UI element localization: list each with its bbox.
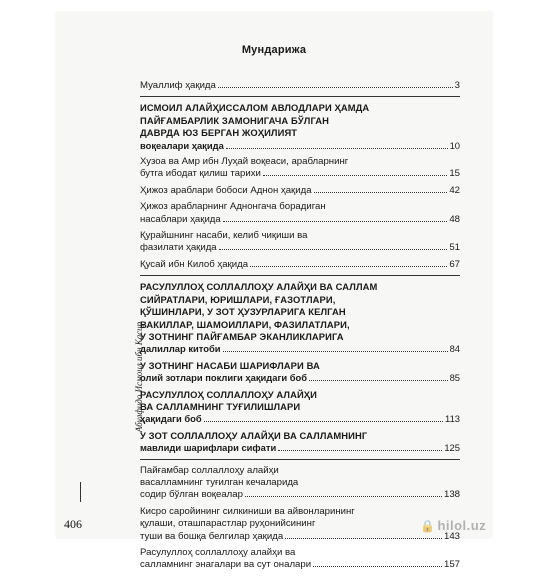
leader-dots bbox=[263, 175, 447, 176]
leader-dots bbox=[278, 450, 442, 451]
toc-entry-text: бутга ибодат қилиш тарихи bbox=[140, 168, 261, 180]
toc-entry-text: Ҳижоз араблари бобоси Аднон ҳақида bbox=[140, 184, 312, 196]
toc-entry-line: Хузоа ва Амр ибн Луҳай воқеаси, арабларнинг bbox=[140, 156, 349, 168]
toc-entry-last-row bbox=[140, 372, 460, 384]
toc-entry-last-row bbox=[140, 442, 460, 454]
toc-entry-text: мавлиди шарифлари сифати bbox=[140, 442, 277, 454]
toc-entry[interactable] bbox=[140, 230, 460, 255]
toc-page-number: 138 bbox=[443, 489, 460, 501]
toc-entry-text: насаблари ҳақида bbox=[140, 213, 221, 225]
side-running-header bbox=[132, 262, 146, 492]
leader-dots bbox=[314, 192, 448, 193]
toc-entry-line: СИЙРАТЛАРИ, ЮРИШЛАРИ, ҒАЗОТЛАРИ, bbox=[140, 293, 336, 305]
toc-page-number: 113 bbox=[445, 413, 460, 425]
toc-entry-line: ВА САЛЛАМНИНГ ТУҒИЛИШЛАРИ bbox=[140, 400, 301, 412]
watermark bbox=[420, 518, 486, 533]
toc-entry[interactable] bbox=[140, 259, 460, 271]
toc-entry-line: Кисро саройининг силкиниши ва айвонларининг bbox=[140, 505, 355, 517]
toc-entry-last-row bbox=[140, 413, 460, 425]
toc-entry-line: Пайғамбар соллаллоҳу алайҳи bbox=[140, 464, 279, 476]
leader-dots bbox=[250, 266, 447, 267]
toc-entry-text: фазилати ҳақида bbox=[140, 242, 217, 254]
lock-icon: 🔒 bbox=[420, 519, 436, 533]
book-page bbox=[56, 12, 492, 571]
toc-entry-last-row bbox=[140, 531, 460, 543]
section-divider bbox=[140, 96, 460, 97]
toc-entry-last-row bbox=[140, 140, 460, 152]
section-divider bbox=[140, 275, 460, 276]
toc-entry-line: РАСУЛУЛЛОҲ СОЛЛАЛЛОҲУ АЛАЙҲИ bbox=[140, 388, 317, 400]
page-number: 406 bbox=[64, 517, 82, 531]
toc-entry[interactable] bbox=[140, 360, 460, 385]
toc-entry-last-row bbox=[140, 489, 460, 501]
toc-page-number: 51 bbox=[449, 242, 460, 254]
toc-entry-text: Муаллиф ҳақида bbox=[140, 80, 216, 91]
toc-entry[interactable] bbox=[140, 185, 460, 197]
leader-dots bbox=[219, 249, 448, 250]
leader-dots bbox=[218, 87, 453, 88]
toc-entry-line: Қурайшнинг насаби, келиб чиқиши ва bbox=[140, 230, 308, 242]
toc-page-number: 3 bbox=[454, 80, 460, 91]
leader-dots bbox=[223, 221, 448, 222]
toc-page-number: 125 bbox=[444, 442, 460, 454]
section-divider bbox=[140, 459, 460, 460]
toc-entry[interactable] bbox=[140, 465, 460, 502]
toc-entry-text: далиллар китоби bbox=[140, 343, 221, 355]
toc-entry-last-row bbox=[140, 343, 460, 355]
toc-entry-text: туши ва бошқа белгилар ҳақида bbox=[140, 530, 284, 542]
toc-entry-line: қулаши, оташпарастлар руҳонийсининг bbox=[140, 518, 316, 530]
leader-dots bbox=[226, 148, 448, 149]
toc-entry-last-row bbox=[140, 259, 460, 271]
toc-entry-last-row bbox=[140, 242, 460, 254]
toc-entry[interactable] bbox=[140, 389, 460, 426]
table-of-contents bbox=[140, 80, 460, 576]
toc-entry-line: РАСУЛУЛЛОҲ СОЛЛАЛЛОҲУ АЛАЙҲИ ВА САЛЛАМ bbox=[140, 281, 378, 293]
toc-entry-line: ВАКИЛЛАР, ШАМОИЛЛАРИ, ФАЗИЛАТЛАРИ, bbox=[140, 318, 350, 330]
toc-entry[interactable] bbox=[140, 201, 460, 226]
leader-dots bbox=[285, 538, 442, 539]
toc-entry-last-row bbox=[140, 168, 460, 180]
toc-entry[interactable] bbox=[140, 430, 460, 455]
toc-entry-line: ПАЙҒАМБАРЛИК ЗАМОНИГАЧА БЎЛГАН bbox=[140, 114, 330, 126]
toc-entry-last-row bbox=[140, 80, 460, 92]
toc-entry-line: васалламнинг туғилган кечаларида bbox=[140, 476, 299, 488]
leader-dots bbox=[223, 351, 448, 352]
toc-entry-text: салламнинг энагалари ва сут оналари bbox=[140, 559, 312, 571]
side-author-text: Абулфидо Исмоил ибн Касир bbox=[134, 321, 144, 433]
toc-entry-text: ҳақидаги боб bbox=[140, 413, 202, 425]
toc-entry-last-row bbox=[140, 214, 460, 226]
toc-entry-line: У ЗОТ СОЛЛАЛЛОҲУ АЛАЙҲИ ВА САЛЛАМНИНГ bbox=[140, 429, 368, 441]
toc-entry-text: олий зотлари поклиги ҳақидаги боб bbox=[140, 372, 308, 384]
toc-entry[interactable] bbox=[140, 547, 460, 572]
toc-entry-line: У ЗОТНИНГ НАСАБИ ШАРИФЛАРИ ВА bbox=[140, 359, 320, 371]
leader-dots bbox=[309, 380, 448, 381]
toc-page-number: 143 bbox=[443, 530, 460, 542]
toc-entry[interactable] bbox=[140, 102, 460, 152]
toc-entry-line: У ЗОТНИНГ ПАЙҒАМБАР ЭКАНЛИКЛАРИГА bbox=[140, 330, 344, 342]
toc-entry-last-row bbox=[140, 559, 460, 571]
leader-dots bbox=[245, 496, 442, 497]
toc-entry[interactable] bbox=[140, 80, 460, 92]
toc-entry-line: ИСМОИЛ АЛАЙҲИССАЛОМ АВЛОДЛАРИ ҲАМДА bbox=[140, 102, 370, 114]
toc-entry-text: воқеалари ҳақида bbox=[140, 139, 224, 151]
side-rule-line bbox=[80, 482, 81, 502]
watermark-text: hilol.uz bbox=[437, 518, 487, 533]
toc-page-number: 84 bbox=[449, 343, 460, 355]
toc-page-number: 42 bbox=[449, 184, 460, 196]
page-title: Мундарижа bbox=[241, 44, 307, 56]
toc-page-number: 48 bbox=[449, 213, 460, 225]
toc-entry[interactable] bbox=[140, 156, 460, 181]
leader-dots bbox=[313, 566, 442, 567]
toc-page-number: 15 bbox=[449, 168, 460, 180]
toc-entry-line: ҚЎШИНЛАРИ, У ЗОТ ҲУЗУРЛАРИГА КЕЛГАН bbox=[140, 306, 346, 318]
toc-page-number: 67 bbox=[449, 258, 460, 270]
toc-entry-line: Ҳижоз арабларнинг Аднонгача борадиган bbox=[140, 201, 326, 213]
toc-entry-text: содир бўлган воқеалар bbox=[140, 489, 243, 501]
toc-entry-text: Қусай ибн Килоб ҳақида bbox=[140, 258, 249, 270]
leader-dots bbox=[204, 421, 443, 422]
toc-entry-line: Расулуллоҳ соллаллоҳу алайҳи ва bbox=[140, 547, 296, 558]
toc-page-number: 85 bbox=[449, 372, 460, 384]
toc-entry-line: ДАВРДА ЮЗ БЕРГАН ЖОҲИЛИЯТ bbox=[140, 127, 298, 139]
toc-page-number: 10 bbox=[449, 139, 460, 151]
toc-page-number: 157 bbox=[443, 559, 460, 571]
toc-entry-last-row bbox=[140, 185, 460, 197]
toc-entry[interactable] bbox=[140, 506, 460, 543]
toc-entry[interactable] bbox=[140, 281, 460, 355]
